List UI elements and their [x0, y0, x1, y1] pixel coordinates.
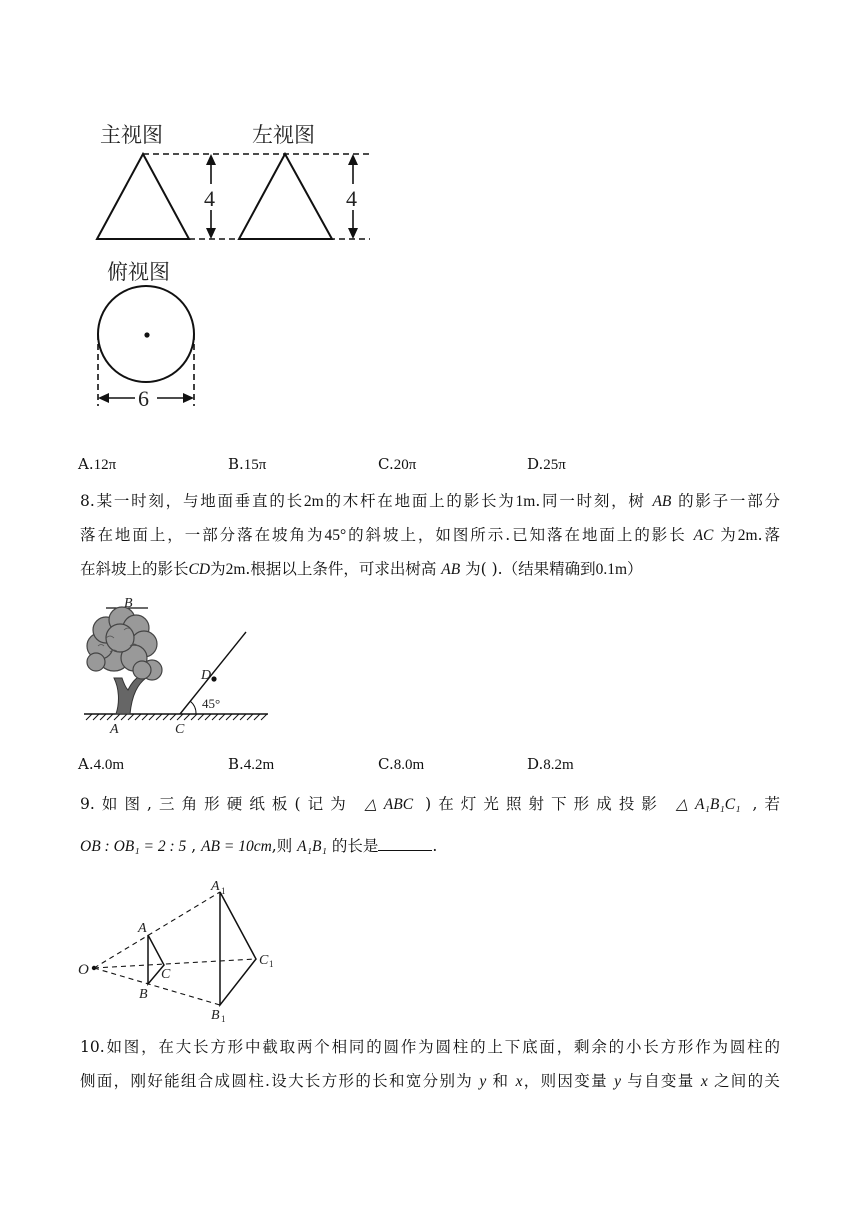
q9-line-1	[80, 787, 780, 822]
var: y	[614, 1073, 622, 1090]
label-c1: C	[259, 953, 269, 968]
option-value: 25π	[543, 457, 566, 473]
text: 10.如图，在大长方形中截取两个相同的圆作为圆柱的上下底面，剩余的小长方形作为圆柱的	[80, 1038, 780, 1056]
text: 在斜坡上的影长	[80, 560, 189, 578]
projection-rays	[94, 892, 256, 1005]
angle-label: 45°	[202, 696, 221, 711]
value: 2m	[303, 493, 324, 510]
text: ）	[627, 560, 643, 578]
option-letter: D.	[527, 455, 544, 473]
q7-option-d[interactable]	[527, 455, 566, 474]
q10-line-2	[80, 1064, 780, 1099]
q8-line-3	[80, 552, 780, 587]
q7-option-a[interactable]	[78, 455, 116, 474]
text: 的木杆在地面上的影长为	[323, 492, 516, 510]
option-letter: C.	[378, 755, 394, 773]
label-d: D	[201, 668, 212, 683]
math: △ABC	[364, 796, 414, 813]
var: CD	[188, 561, 211, 578]
text: 为( ).（结果精确到	[465, 560, 596, 578]
option-letter: B.	[228, 755, 244, 773]
option-value: 12π	[93, 457, 117, 473]
text: 与自变量	[627, 1072, 695, 1090]
text: 落在地面上，一部分落在坡角为	[80, 526, 325, 544]
option-letter: D.	[527, 755, 544, 773]
option-letter: A.	[78, 455, 94, 473]
q8-line-1	[80, 484, 780, 519]
tree-shadow-figure	[76, 590, 276, 740]
text: 为	[720, 526, 738, 544]
option-letter: B.	[228, 455, 244, 473]
q9-line-2	[80, 829, 780, 864]
text: 之间的关	[713, 1072, 780, 1090]
height-dimension-2	[344, 154, 362, 239]
front-view-triangle	[97, 154, 189, 239]
left-view-label: 左视图	[252, 123, 315, 147]
q7-option-b[interactable]	[228, 455, 266, 474]
option-value: 4.2m	[243, 757, 275, 773]
label-b1-sub: 1	[221, 1014, 226, 1024]
text: 的影子一部分	[678, 492, 780, 510]
diameter-dimension	[98, 386, 194, 411]
math: A₁B₁	[297, 838, 327, 855]
option-value: 4.0m	[93, 757, 125, 773]
q8-option-d[interactable]	[527, 755, 574, 774]
var: x	[700, 1073, 708, 1090]
option-value: 8.0m	[393, 757, 425, 773]
text: 侧面，刚好能组合成圆柱.设大长方形的长和宽分别为	[80, 1072, 474, 1090]
light-source-o	[92, 966, 96, 970]
tree-foliage	[87, 607, 162, 680]
label-b: B	[124, 596, 133, 611]
point-d	[211, 676, 216, 681]
text: 的长是	[331, 837, 379, 855]
projection-figure	[76, 872, 296, 1022]
q10-line-1	[80, 1030, 780, 1064]
label-a: A	[110, 722, 119, 737]
text: .同一时刻，树	[535, 492, 646, 510]
text: ,	[191, 837, 197, 855]
text: 8.某一时刻，与地面垂直的长	[80, 492, 304, 510]
text: 和	[492, 1072, 510, 1090]
text: ,则	[271, 837, 293, 855]
label-c1-sub: 1	[269, 959, 274, 969]
value: 2m	[225, 561, 246, 578]
var: AB	[652, 493, 672, 510]
text: .落	[757, 526, 780, 544]
diameter-value: 6	[138, 386, 149, 411]
var: AB	[441, 561, 461, 578]
tree-trunk	[114, 674, 146, 714]
value: 1m	[515, 493, 536, 510]
var: AC	[693, 527, 714, 544]
answer-blank[interactable]	[378, 834, 432, 851]
q8-line-2	[80, 518, 780, 553]
angle-arc	[190, 701, 196, 714]
option-value: 15π	[243, 457, 267, 473]
math: △A₁B₁C₁	[676, 796, 741, 813]
var: x	[515, 1073, 523, 1090]
height-value-2: 4	[346, 186, 357, 211]
text: 的斜坡上，如图所示.已知落在地面上的影长	[346, 526, 687, 544]
center-dot	[144, 332, 149, 337]
label-b1: B	[211, 1008, 220, 1023]
value: 0.1m	[595, 561, 628, 578]
label-a1-sub: 1	[221, 886, 226, 896]
option-letter: C.	[378, 455, 394, 473]
top-view-label: 俯视图	[107, 260, 170, 284]
option-letter: A.	[78, 755, 94, 773]
label-c: C	[175, 722, 185, 737]
option-value: 20π	[393, 457, 417, 473]
label-o: O	[78, 962, 89, 978]
label-a1: A	[211, 879, 220, 894]
text: 9.如图,三角形硬纸板(记为	[80, 795, 353, 813]
label-a: A	[138, 921, 147, 936]
text: .	[432, 837, 438, 855]
text: )在灯光照射下形成投影	[425, 795, 664, 813]
front-view-label: 主视图	[100, 123, 163, 147]
text: 为	[210, 560, 226, 578]
label-c: C	[161, 967, 171, 982]
text: .根据以上条件，可求出树高	[245, 560, 437, 578]
math: AB = 10cm	[201, 838, 272, 855]
label-b: B	[139, 987, 148, 1002]
q8-option-b[interactable]	[228, 755, 274, 774]
option-value: 8.2m	[543, 757, 574, 773]
text: ，则因变量	[522, 1072, 608, 1090]
height-value-1: 4	[204, 186, 215, 211]
three-view-figure	[80, 110, 400, 420]
triangle-a1b1c1	[220, 892, 256, 1005]
value: 2m	[737, 527, 758, 544]
height-dimension-1	[202, 154, 220, 239]
var: y	[479, 1073, 487, 1090]
q8-option-c[interactable]	[378, 755, 424, 774]
q7-option-c[interactable]	[378, 455, 416, 474]
q8-option-a[interactable]	[78, 755, 124, 774]
text: ,若	[752, 795, 780, 813]
math: OB : OB₁ = 2 : 5	[80, 838, 187, 855]
left-view-triangle	[239, 154, 332, 239]
value: 45°	[324, 527, 347, 544]
ground-hatching	[86, 714, 267, 720]
